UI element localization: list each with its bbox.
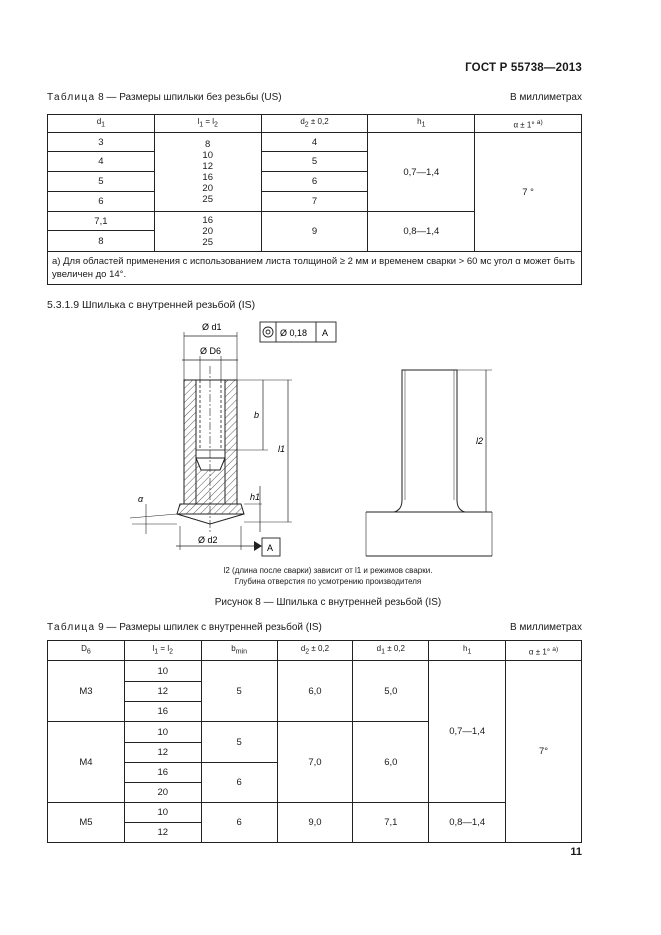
table8-alpha: 7 ° xyxy=(475,133,582,252)
table9-header-l: $l_1 = l_2$ xyxy=(124,641,201,661)
table8-caption xyxy=(47,92,282,103)
table-cell: 0,7—1,4 xyxy=(429,661,506,803)
table-cell: 6 xyxy=(201,803,277,843)
label-l1: l1 xyxy=(278,444,286,454)
page-number: 11 xyxy=(570,846,582,858)
table8 xyxy=(47,114,582,285)
table-cell: 8 xyxy=(48,231,155,252)
table-cell: 6 xyxy=(201,763,277,803)
table-cell: 5 xyxy=(201,661,277,722)
label-datum-top: A xyxy=(322,328,329,338)
table8-header-h1: $h_1$ xyxy=(368,115,475,133)
table-cell: 0,8—1,4 xyxy=(429,803,506,843)
label-l2: l2 xyxy=(476,436,484,446)
table-cell: 12 xyxy=(124,743,201,763)
table-cell: 6 xyxy=(261,172,368,192)
table-cell: 0,8—1,4 xyxy=(368,212,475,252)
figure8-drawing xyxy=(120,318,510,563)
table8-header-l: $l_1 = l_2$ xyxy=(154,115,261,133)
table9-alpha: 7° xyxy=(506,661,582,843)
table-cell: M3 xyxy=(48,661,125,722)
table-cell: 9 xyxy=(261,212,368,252)
standard-header: ГОСТ Р 55738—2013 xyxy=(465,62,582,74)
table8-l-group2: 16 20 25 xyxy=(154,212,261,252)
stud-section-view xyxy=(130,322,336,556)
table9-header-d1: $d_1 \pm 0,2$ xyxy=(353,641,429,661)
table-cell: 3 xyxy=(48,133,155,152)
table9-caption-label: Таблица xyxy=(47,622,96,633)
table-cell: 6 xyxy=(48,192,155,212)
figure8-note1: l2 (длина после сварки) зависит от l1 и режимов сварки. xyxy=(223,566,433,575)
table-cell: 5 xyxy=(261,152,368,172)
figure8-caption: Рисунок 8 — Шпилька с внутренней резьбой (IS) xyxy=(214,597,442,608)
label-d2: Ø d2 xyxy=(198,535,218,545)
table-cell: 9,0 xyxy=(277,803,353,843)
label-datum-bottom: A xyxy=(267,543,274,553)
table9-units: В миллиметрах xyxy=(510,622,582,633)
table9-header-d2: $d_2 \pm 0,2$ xyxy=(277,641,353,661)
table-cell: M5 xyxy=(48,803,125,843)
table-cell: 10 xyxy=(124,661,201,682)
table9-header-h1: $h_1$ xyxy=(429,641,506,661)
table9-header-D6: $D_6$ xyxy=(48,641,125,661)
table8-header-alpha: α ± 1° $^{a)}$ xyxy=(475,115,582,133)
label-D6: Ø D6 xyxy=(200,346,222,356)
table8-l-group1: 8 10 12 16 20 25 xyxy=(154,133,261,212)
section-title: 5.3.1.9 Шпилька с внутренней резьбой (IS) xyxy=(47,299,256,311)
table-cell: 16 xyxy=(124,702,201,722)
table-cell: 7,0 xyxy=(277,722,353,803)
label-d1: Ø d1 xyxy=(202,322,222,332)
label-b: b xyxy=(254,410,260,420)
table-cell: M4 xyxy=(48,722,125,803)
table8-units: В миллиметрах xyxy=(510,92,582,103)
table-cell: 7,1 xyxy=(353,803,429,843)
table9 xyxy=(47,640,582,843)
table-cell: 7 xyxy=(261,192,368,212)
label-h1: h1 xyxy=(250,492,261,502)
table-cell: 5 xyxy=(48,172,155,192)
table9-header-alpha: α ± 1° $^{a)}$ xyxy=(506,641,582,661)
table9-header-b: $b_{min}$ xyxy=(201,641,277,661)
table-cell: 16 xyxy=(124,763,201,783)
stud-welded-view xyxy=(366,370,492,556)
table9-caption-text: 9 — Размеры шпилек с внутренней резьбой (IS) xyxy=(98,622,322,633)
table-cell: 4 xyxy=(48,152,155,172)
table-cell: 6,0 xyxy=(277,661,353,722)
table-cell: 10 xyxy=(124,722,201,743)
figure8-note2: Глубина отверстия по усмотрению производителя xyxy=(234,577,422,586)
table-cell: 4 xyxy=(261,133,368,152)
table-cell: 0,7—1,4 xyxy=(368,133,475,212)
label-tolerance: Ø 0,18 xyxy=(280,328,308,338)
table-cell: 5,0 xyxy=(353,661,429,722)
table8-footnote: а) Для областей применения с использованием листа толщиной ≥ 2 мм и временем сварки > 60 мс угол α может быть увеличен до 14°. xyxy=(48,252,582,285)
table-cell: 5 xyxy=(201,722,277,763)
table-cell: 12 xyxy=(124,682,201,702)
table8-caption-text: 8 — Размеры шпильки без резьбы (US) xyxy=(98,92,282,103)
table8-header-d1: $d_1$ xyxy=(48,115,155,133)
table-cell: 7,1 xyxy=(48,212,155,231)
table-cell: 12 xyxy=(124,823,201,843)
table8-caption-label: Таблица xyxy=(47,92,96,103)
table9-caption xyxy=(47,622,322,633)
table-cell: 10 xyxy=(124,803,201,823)
table-cell: 6,0 xyxy=(353,722,429,803)
table8-header-d2: $d_2 \pm 0,2$ xyxy=(261,115,368,133)
label-alpha: α xyxy=(138,494,144,504)
table-cell: 20 xyxy=(124,783,201,803)
